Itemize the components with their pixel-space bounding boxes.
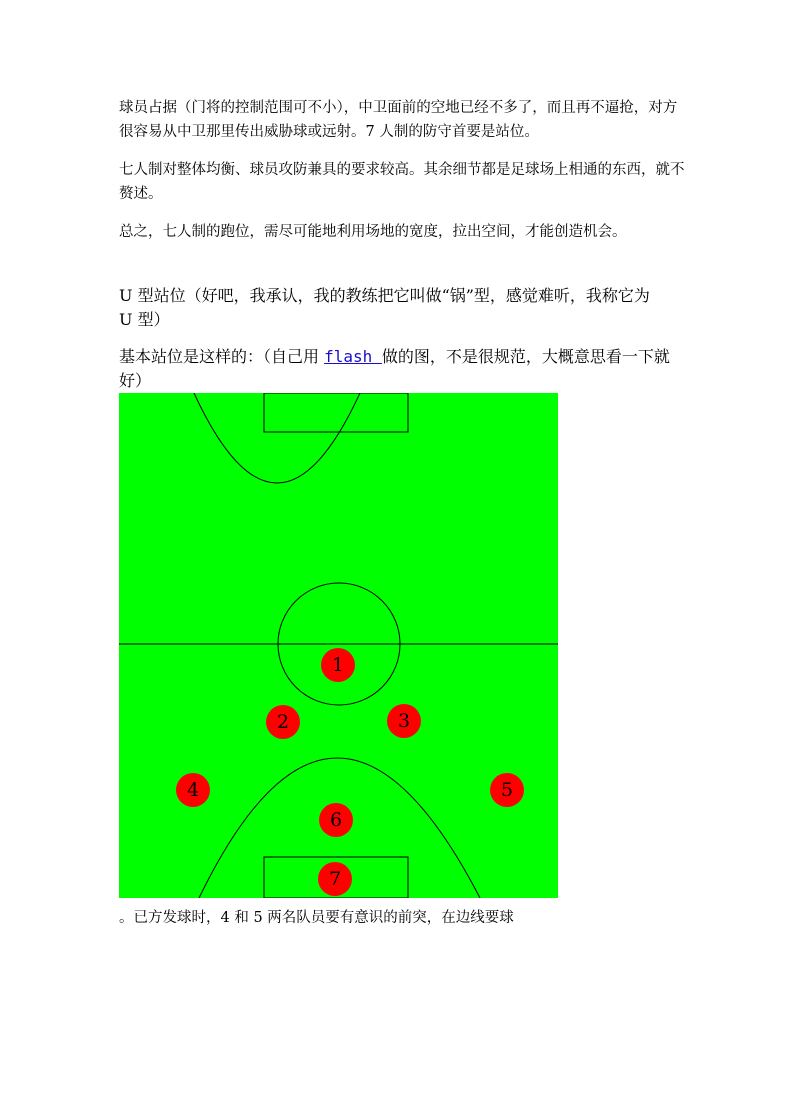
text-line: 七人制对整体均衡、球员攻防兼具的要求较高。其余细节都是足球场上相通的东西，就不	[119, 162, 685, 178]
text-line: U 型）	[119, 310, 170, 329]
player-number: 6	[329, 809, 343, 831]
player-marker-1	[321, 648, 355, 682]
player-marker-6	[319, 803, 353, 837]
paragraph-balance	[119, 158, 685, 206]
paragraph-attack	[119, 906, 679, 930]
text-line	[119, 345, 679, 369]
player-number: 2	[276, 711, 290, 733]
text-line: 总之，七人制的跑位，需尽可能地利用场地的宽度，拉出空间，才能创造机会。	[119, 224, 627, 240]
player-marker-2	[266, 705, 300, 739]
flash-link[interactable]: flash	[324, 347, 382, 366]
player-number: 5	[500, 779, 514, 801]
paragraph-basic-position	[119, 345, 679, 393]
text-line: 。已方发球时，4 和 5 两名队员要有意识的前突，在边线要球	[119, 910, 514, 926]
player-number: 3	[397, 710, 411, 732]
paragraph-summary	[119, 220, 679, 244]
text-line: 球员占据（门将的控制范围可不小），中卫面前的空地已经不多了，而且再不逼抢，对方	[119, 100, 678, 116]
paragraph-defense	[119, 96, 679, 144]
player-marker-7	[318, 862, 352, 896]
player-number: 7	[328, 868, 342, 890]
player-marker-3	[387, 704, 421, 738]
text-line: 赘述。	[119, 186, 163, 202]
player-number: 4	[186, 779, 200, 801]
player-number: 1	[331, 654, 345, 676]
formation-diagram	[119, 393, 558, 898]
text-after-link: 做的图，不是很规范，大概意思看一下就	[381, 347, 670, 366]
text-line: U 型站位（好吧，我承认，我的教练把它叫做“锅”型，感觉难听，我称它为	[119, 286, 650, 305]
text-before-link: 基本站位是这样的：（自己用	[119, 347, 325, 366]
text-line: 好）	[119, 371, 152, 390]
player-marker-4	[176, 773, 210, 807]
player-marker-5	[490, 773, 524, 807]
text-line: 很容易从中卫那里传出威胁球或远射。7 人制的防守首要是站位。	[119, 124, 539, 140]
paragraph-u-formation	[119, 284, 679, 332]
